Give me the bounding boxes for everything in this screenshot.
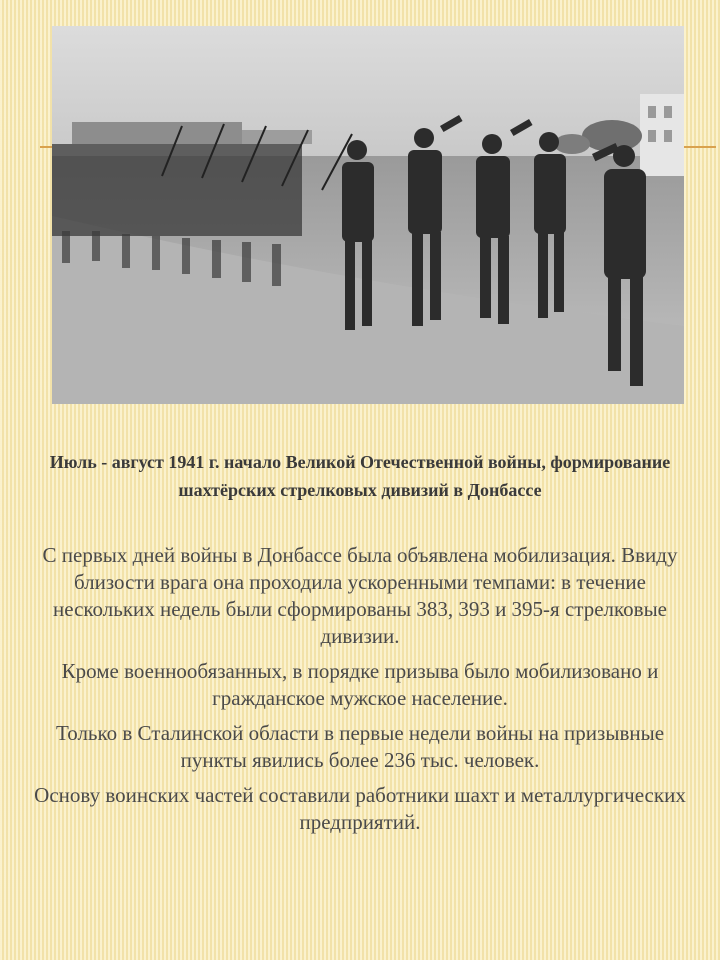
accent-rule-right <box>684 146 716 148</box>
historical-photo-marching-soldiers <box>52 26 684 404</box>
slide-subtitle: Июль - август 1941 г. начало Великой Отечественной войны, формирование шахтёрских стрелковых дивизий в Донбассе <box>49 452 671 500</box>
slide-body <box>30 542 690 844</box>
body-paragraph-stalino-region: Только в Сталинской области в первые недели войны на призывные пункты явились более 236 тыс. человек. <box>55 721 665 772</box>
body-paragraph-civilians: Кроме военнообязанных, в порядке призыва было мобилизовано и гражданское мужское население. <box>61 659 659 710</box>
body-paragraph-mobilization: С первых дней войны в Донбассе была объявлена мобилизация. Ввиду близости врага она проходила ускоренными темпами: в течение нескольких недель были сформированы 383, 393 и 395-я стрелковые дивизии. <box>42 543 678 648</box>
body-paragraph-workers: Основу воинских частей составили работники шахт и металлургических предприятий. <box>34 783 686 834</box>
